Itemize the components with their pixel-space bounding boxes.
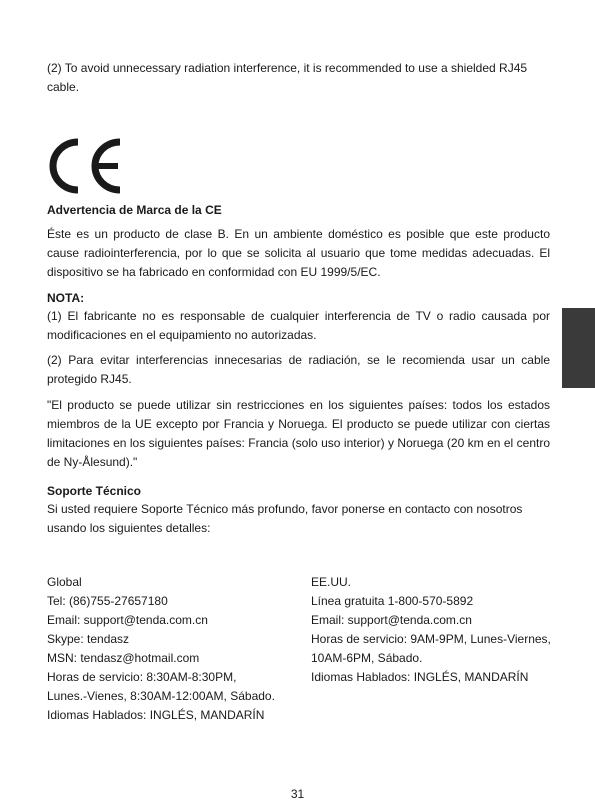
intro-paragraph: (2) To avoid unnecessary radiation interference, it is recommended to use a shielded RJ45 cable. bbox=[47, 61, 528, 94]
contact-global-languages: Idiomas Hablados: INGLÉS, MANDARÍN bbox=[47, 708, 265, 722]
nota-heading: NOTA: bbox=[47, 291, 85, 305]
restrictions-quote: "El producto se puede utilizar sin restricciones en los siguientes países: todos los estados miembros de la UE excepto por Francia y Noruega. El producto se puede utilizar con ciertas limitaciones en los siguientes países: Francia (solo uso interior) y Noruega (20 km en el centro de Ny-Ålesund)." bbox=[47, 398, 550, 469]
page-number: 31 bbox=[290, 787, 305, 801]
contact-global-email: Email: support@tenda.com.cn bbox=[47, 613, 208, 627]
contact-global-hours-cont: Lunes.-Vienes, 8:30AM-12:00AM, Sábado. bbox=[47, 689, 275, 703]
contact-usa-email: Email: support@tenda.com.cn bbox=[311, 613, 472, 627]
contact-global-phone: Tel: (86)755-27657180 bbox=[47, 594, 168, 608]
contact-usa-hours-cont: 10AM-6PM, Sábado. bbox=[311, 651, 423, 665]
contact-global-msn: MSN: tendasz@hotmail.com bbox=[47, 651, 200, 665]
contact-global-title: Global bbox=[47, 575, 82, 589]
contact-usa-column bbox=[311, 573, 556, 687]
nota-item-2: (2) Para evitar interferencias innecesarias de radiación, se le recomienda usar un cable protegido RJ45. bbox=[47, 353, 550, 386]
support-body: Si usted requiere Soporte Técnico más profundo, favor ponerse en contacto con nosotros usando los siguientes detalles: bbox=[47, 502, 523, 535]
ce-mark-icon bbox=[40, 138, 126, 194]
nota-item-1: (1) El fabricante no es responsable de cualquier interferencia de TV o radio causada por modificaciones en el equipamiento no autorizadas. bbox=[47, 309, 550, 342]
contact-usa-hours: Horas de servicio: 9AM-9PM, Lunes-Viernes, bbox=[311, 632, 551, 646]
contact-global-skype: Skype: tendasz bbox=[47, 632, 130, 646]
contact-usa-phone: Línea gratuita 1-800-570-5892 bbox=[311, 594, 474, 608]
contact-usa-languages: Idiomas Hablados: INGLÉS, MANDARÍN bbox=[311, 670, 529, 684]
support-heading: Soporte Técnico bbox=[47, 484, 142, 498]
section-tab-marker bbox=[562, 308, 595, 388]
contact-global-hours: Horas de servicio: 8:30AM-8:30PM, bbox=[47, 670, 237, 684]
ce-section-body: Éste es un producto de clase B. En un ambiente doméstico es posible que este producto cause radiointerferencia, por lo que se solicita al usuario que tome medidas adecuadas. El dispositivo se ha fabricado en conformidad con EU 1999/5/EC. bbox=[47, 227, 550, 279]
contact-usa-title: EE.UU. bbox=[311, 575, 352, 589]
contact-global-column bbox=[47, 573, 297, 725]
ce-section-heading: Advertencia de Marca de la CE bbox=[47, 203, 222, 217]
